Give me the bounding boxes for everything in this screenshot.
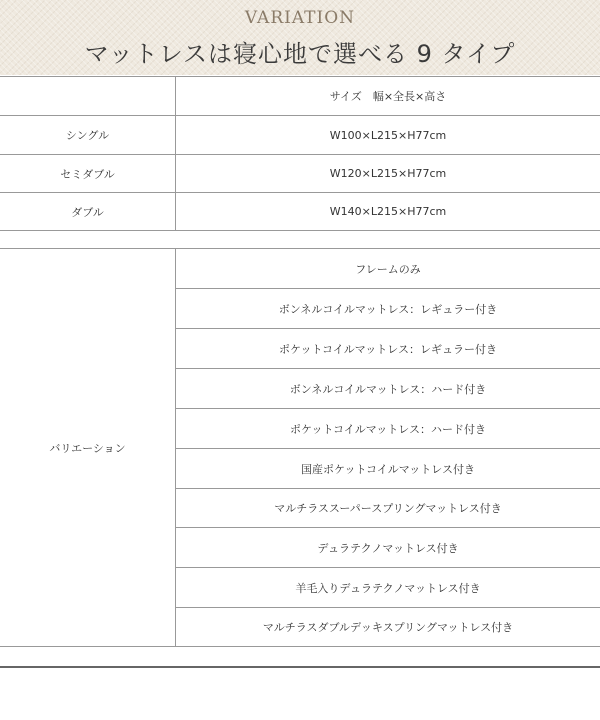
variation-item: ポケットコイルマットレス：レギュラー付き — [279, 342, 497, 356]
size-table-bottom-border — [0, 230, 600, 231]
bottom-rule — [0, 666, 600, 668]
header-banner — [0, 0, 600, 75]
size-row-label: ダブル — [71, 205, 104, 219]
variation-table-bottom-border — [0, 646, 600, 647]
size-row-label: シングル — [65, 129, 110, 142]
variation-item: ボンネルコイルマットレス：レギュラー付き — [278, 302, 498, 316]
variation-label: バリエーション — [49, 441, 126, 455]
variation-item: マルチラスダブルデッキスプリングマットレス付き — [262, 621, 514, 634]
variation-item: 羊毛入りデュラテクノマットレス付き — [295, 581, 481, 595]
variation-item: デュラテクノマットレス付き — [317, 541, 459, 555]
variation-item: 国産ポケットコイルマットレス付き — [301, 462, 475, 476]
variation-item: ポケットコイルマットレス：ハード付き — [290, 422, 486, 436]
size-header-label: サイズ 幅×全長×高さ — [329, 90, 447, 103]
size-row-value: W140×L215×H77cm — [329, 205, 447, 218]
title-jp: マットレスは寝心地で選べる 9 タイプ — [84, 40, 516, 68]
size-row-value: W120×L215×H77cm — [329, 167, 447, 180]
title-en: VARIATION — [244, 8, 356, 28]
variation-item: ボンネルコイルマットレス：ハード付き — [289, 382, 487, 396]
variation-item: フレームのみ — [355, 262, 421, 276]
size-row-value: W100×L215×H77cm — [329, 128, 447, 142]
variation-item: マルチラススーパースプリングマットレス付き — [274, 502, 502, 515]
size-row-label: セミダブル — [60, 167, 115, 181]
